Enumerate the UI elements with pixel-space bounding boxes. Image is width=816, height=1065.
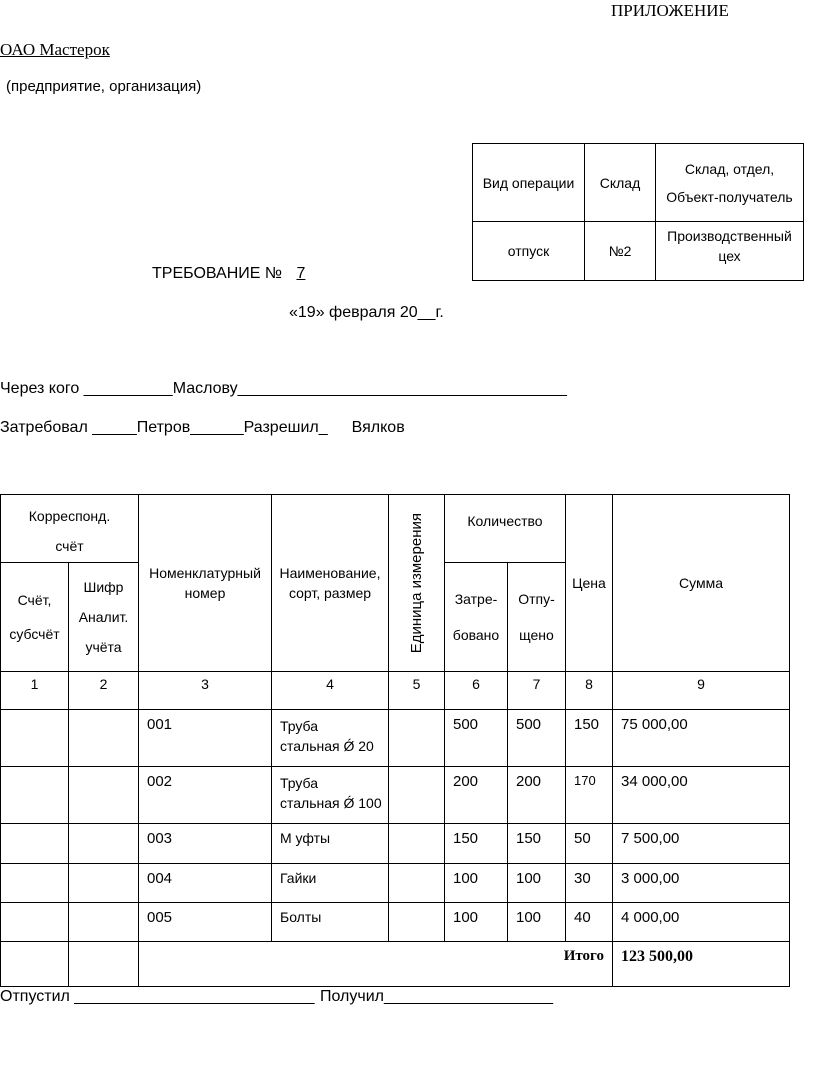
cell-name (272, 903, 389, 942)
cell-price: 150 (566, 710, 613, 767)
cell-code (69, 864, 139, 903)
requested-line (0, 419, 405, 437)
table-row (1, 710, 790, 767)
requested-label: Затребовал (0, 419, 93, 436)
header-requested-line1: Затре- (454, 591, 498, 608)
header-quantity: Количество (445, 495, 566, 563)
cell-number: 005 (139, 903, 272, 942)
cell-released: 500 (508, 710, 566, 767)
released-signature (0, 988, 315, 1006)
cell-account (1, 942, 69, 987)
column-numbers-row (1, 672, 790, 710)
cell-name (272, 864, 389, 903)
header-nomenclature-line1: Номенклатурный (149, 565, 261, 581)
cell-account (1, 864, 69, 903)
received-blank: ___________________ (384, 988, 554, 1005)
appendix-label: ПРИЛОЖЕНИЕ (611, 1, 729, 20)
cell-requested: 100 (445, 864, 508, 903)
cell-name-line1: Труба (280, 718, 319, 734)
header-code-line1: Шифр (83, 579, 124, 596)
cell-sum: 34 000,00 (613, 767, 790, 824)
via-blank: __________ (83, 380, 173, 397)
requested-blank2: ______ (190, 419, 244, 436)
header-name-line1: Наименование, (279, 565, 381, 581)
ops-value-recipient-line1: Производственный (667, 228, 792, 244)
ops-header-warehouse: Склад (585, 144, 656, 222)
received-signature (320, 988, 553, 1006)
cell-released: 100 (508, 864, 566, 903)
cell-name-line1: Болты (280, 909, 322, 925)
cell-sum: 7 500,00 (613, 824, 790, 864)
released-blank: ___________________________ (69, 988, 315, 1005)
header-name (272, 495, 389, 672)
organization-name: ОАО Мастерок (0, 40, 110, 59)
total-label: Итого (139, 942, 613, 987)
header-account-line1: Счёт, (17, 592, 52, 609)
via-tail: _____________________________________ (237, 380, 567, 397)
table-row (1, 864, 790, 903)
cell-sum: 75 000,00 (613, 710, 790, 767)
cell-requested: 150 (445, 824, 508, 864)
cell-requested: 100 (445, 903, 508, 942)
items-table (0, 494, 790, 987)
header-account-line2: субсчёт (9, 626, 60, 643)
ops-value-recipient-line2: цех (718, 248, 741, 264)
col-number: 6 (445, 672, 508, 710)
header-corr-account (1, 495, 139, 563)
header-code-line2: Аналит. (78, 609, 129, 626)
total-row (1, 942, 790, 987)
col-number: 2 (69, 672, 139, 710)
cell-released: 150 (508, 824, 566, 864)
ops-value-recipient (656, 222, 804, 281)
header-account (1, 563, 69, 672)
organization-caption: (предприятие, организация) (6, 78, 202, 95)
header-sum: Сумма (613, 495, 790, 672)
cell-released: 100 (508, 903, 566, 942)
cell-unit (389, 710, 445, 767)
table-row (1, 903, 790, 942)
col-number: 8 (566, 672, 613, 710)
header-released-line2: щено (519, 627, 554, 644)
cell-unit (389, 767, 445, 824)
title-prefix: ТРЕБОВАНИЕ № (152, 265, 283, 282)
total-value: 123 500,00 (613, 942, 790, 987)
header-corr-line1: Корреспонд. (28, 508, 111, 524)
ops-value-operation: отпуск (473, 222, 585, 281)
cell-price: 30 (566, 864, 613, 903)
header-price: Цена (566, 495, 613, 672)
via-name: Маслову (172, 380, 238, 397)
cell-name-line2: стальная Ǿ 20 (280, 738, 374, 754)
header-requested-line2: бовано (452, 627, 500, 644)
via-label: Через кого (0, 380, 84, 397)
cell-unit (389, 903, 445, 942)
col-number: 7 (508, 672, 566, 710)
cell-name-line1: М уфты (280, 830, 331, 846)
header-nomenclature-line2: номер (184, 585, 226, 601)
header-corr-line2: счёт (55, 538, 84, 554)
cell-name (272, 767, 389, 824)
header-released (508, 563, 566, 672)
cell-name (272, 710, 389, 767)
cell-price: 170 (566, 767, 613, 824)
header-nomenclature (139, 495, 272, 672)
ops-header-operation: Вид операции (473, 144, 585, 222)
allowed-name: Вялков (351, 419, 405, 436)
document-date: «19» февраля 20__г. (289, 304, 444, 321)
ops-header-recipient (656, 144, 804, 222)
ops-value-warehouse: №2 (585, 222, 656, 281)
ops-header-recipient-line2: Объект-получатель (666, 188, 793, 205)
col-number: 4 (272, 672, 389, 710)
cell-account (1, 824, 69, 864)
table-row (1, 767, 790, 824)
col-number: 1 (1, 672, 69, 710)
header-unit-label: Единица измерения (408, 512, 425, 654)
header-name-line2: сорт, размер (288, 585, 372, 601)
header-unit (389, 495, 445, 672)
cell-sum: 3 000,00 (613, 864, 790, 903)
document-title (152, 265, 305, 283)
via-line (0, 380, 567, 398)
cell-code (69, 824, 139, 864)
cell-code (69, 942, 139, 987)
cell-name-line1: Труба (280, 775, 319, 791)
cell-requested: 500 (445, 710, 508, 767)
cell-name-line1: Гайки (280, 870, 317, 886)
header-released-line1: Отпу- (518, 591, 555, 608)
cell-number: 003 (139, 824, 272, 864)
operations-table (472, 143, 804, 281)
cell-unit (389, 864, 445, 903)
document-number: 7 (296, 265, 306, 282)
cell-number: 001 (139, 710, 272, 767)
cell-code (69, 710, 139, 767)
allowed-label: Разрешил (243, 419, 319, 436)
released-label: Отпустил (0, 988, 70, 1005)
cell-code (69, 903, 139, 942)
cell-number: 002 (139, 767, 272, 824)
ops-header-recipient-line1: Склад, отдел, (684, 160, 775, 177)
cell-released: 200 (508, 767, 566, 824)
cell-name (272, 824, 389, 864)
cell-sum: 4 000,00 (613, 903, 790, 942)
cell-price: 40 (566, 903, 613, 942)
header-code-line3: учёта (85, 639, 122, 656)
header-requested (445, 563, 508, 672)
allowed-blank: _ (318, 419, 328, 436)
cell-unit (389, 824, 445, 864)
cell-name-line2: стальная Ǿ 100 (280, 795, 382, 811)
cell-account (1, 710, 69, 767)
col-number: 5 (389, 672, 445, 710)
col-number: 3 (139, 672, 272, 710)
col-number: 9 (613, 672, 790, 710)
requested-name: Петров (136, 419, 191, 436)
received-label: Получил (320, 988, 384, 1005)
cell-code (69, 767, 139, 824)
cell-price: 50 (566, 824, 613, 864)
cell-number: 004 (139, 864, 272, 903)
header-analytic-code (69, 563, 139, 672)
cell-requested: 200 (445, 767, 508, 824)
requested-blank: _____ (92, 419, 137, 436)
cell-account (1, 903, 69, 942)
cell-account (1, 767, 69, 824)
table-row (1, 824, 790, 864)
